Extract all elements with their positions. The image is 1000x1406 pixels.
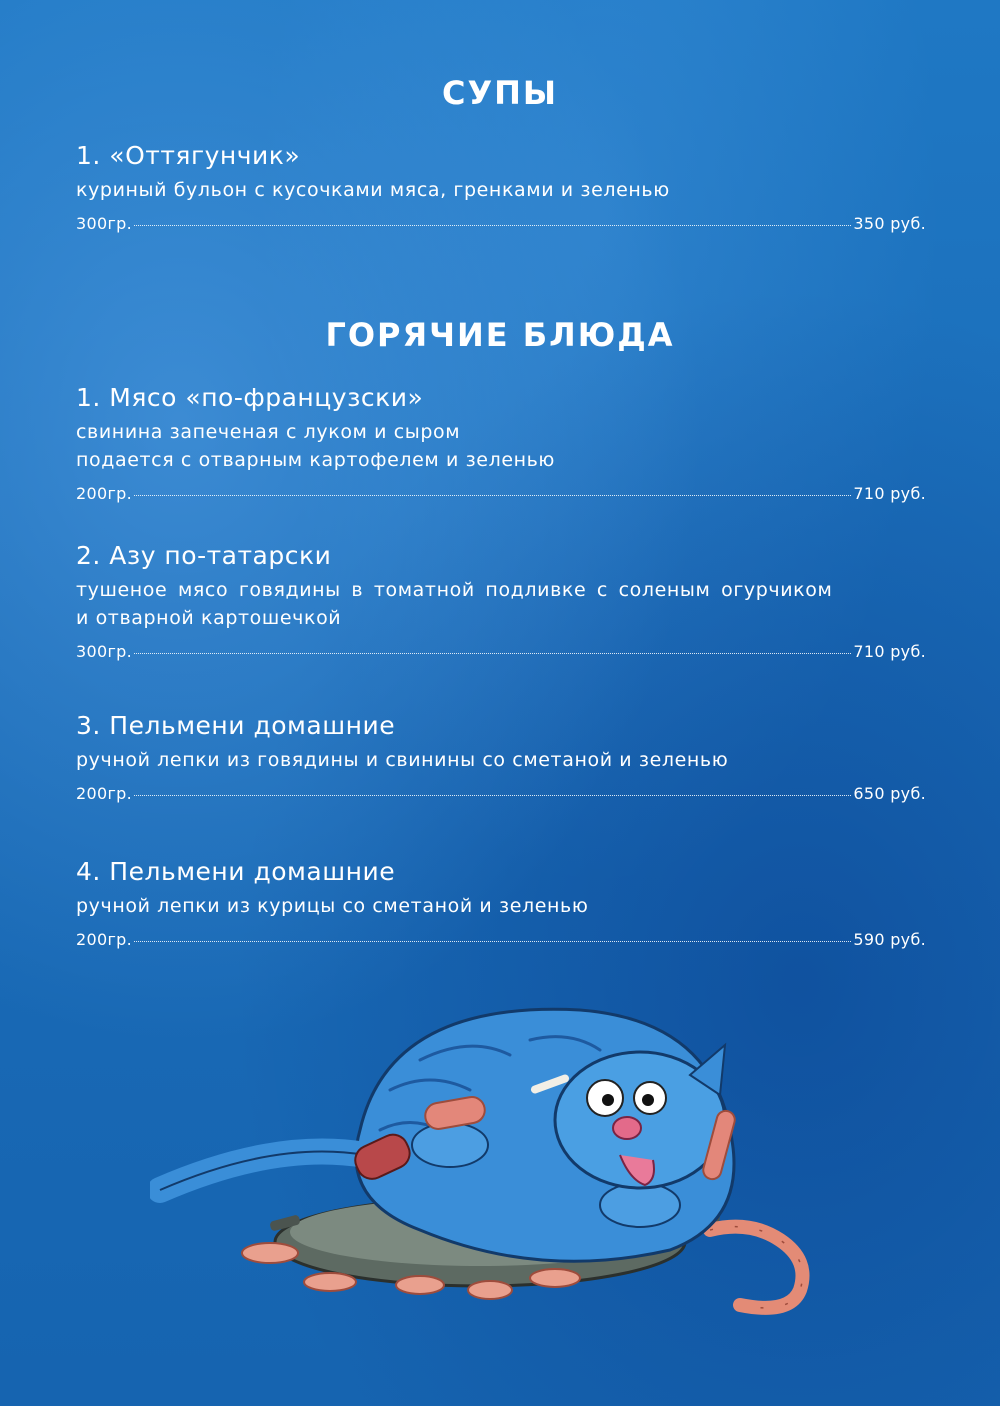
blue-cat-illustration — [150, 980, 860, 1320]
dish-name: 3. Пельмени домашние — [76, 711, 396, 740]
dot-leader — [134, 795, 851, 796]
dish-weight: 200гр. — [76, 930, 132, 949]
dish-weight: 300гр. — [76, 642, 132, 661]
dish-price: 590 руб. — [853, 930, 926, 949]
price-line — [76, 642, 926, 661]
menu-item — [76, 710, 926, 803]
dish-description: ручной лепки из говядины и свинины со сметаной и зеленью — [76, 749, 729, 771]
dish-price: 710 руб. — [853, 484, 926, 503]
dish-price: 650 руб. — [853, 784, 926, 803]
dish-name: 1. «Оттягунчик» — [76, 141, 301, 170]
menu-item — [76, 540, 926, 661]
price-line — [76, 930, 926, 949]
section-title-soups: СУПЫ — [441, 74, 559, 112]
dish-name: 1. Мясо «по-французски» — [76, 383, 424, 412]
dish-description: подается с отварным картофелем и зеленью — [76, 449, 556, 471]
section-title-hot-dishes: ГОРЯЧИЕ БЛЮДА — [325, 316, 675, 354]
dish-weight: 200гр. — [76, 784, 132, 803]
dish-description: ручной лепки из курицы со сметаной и зеленью — [76, 895, 589, 917]
dot-leader — [134, 941, 851, 942]
dish-price: 350 руб. — [853, 214, 926, 233]
dish-description: свинина запеченая с луком и сыром — [76, 421, 461, 443]
price-line — [76, 784, 926, 803]
dish-description: и отварной картошечкой — [76, 607, 342, 629]
dish-name: 2. Азу по-татарски — [76, 541, 332, 570]
dot-leader — [134, 653, 851, 654]
dish-description: куриный бульон с кусочками мяса, гренками и зеленью — [76, 179, 670, 201]
dot-leader — [134, 495, 851, 496]
menu-item — [76, 382, 926, 503]
price-line — [76, 484, 926, 503]
dish-weight: 200гр. — [76, 484, 132, 503]
dish-name: 4. Пельмени домашние — [76, 857, 396, 886]
menu-item — [76, 140, 926, 233]
dish-price: 710 руб. — [853, 642, 926, 661]
dish-description: тушеное мясо говядины в томатной подливке с соленым огурчиком — [76, 579, 833, 601]
menu-item — [76, 856, 926, 949]
dot-leader — [134, 225, 851, 226]
price-line — [76, 214, 926, 233]
dish-weight: 300гр. — [76, 214, 132, 233]
